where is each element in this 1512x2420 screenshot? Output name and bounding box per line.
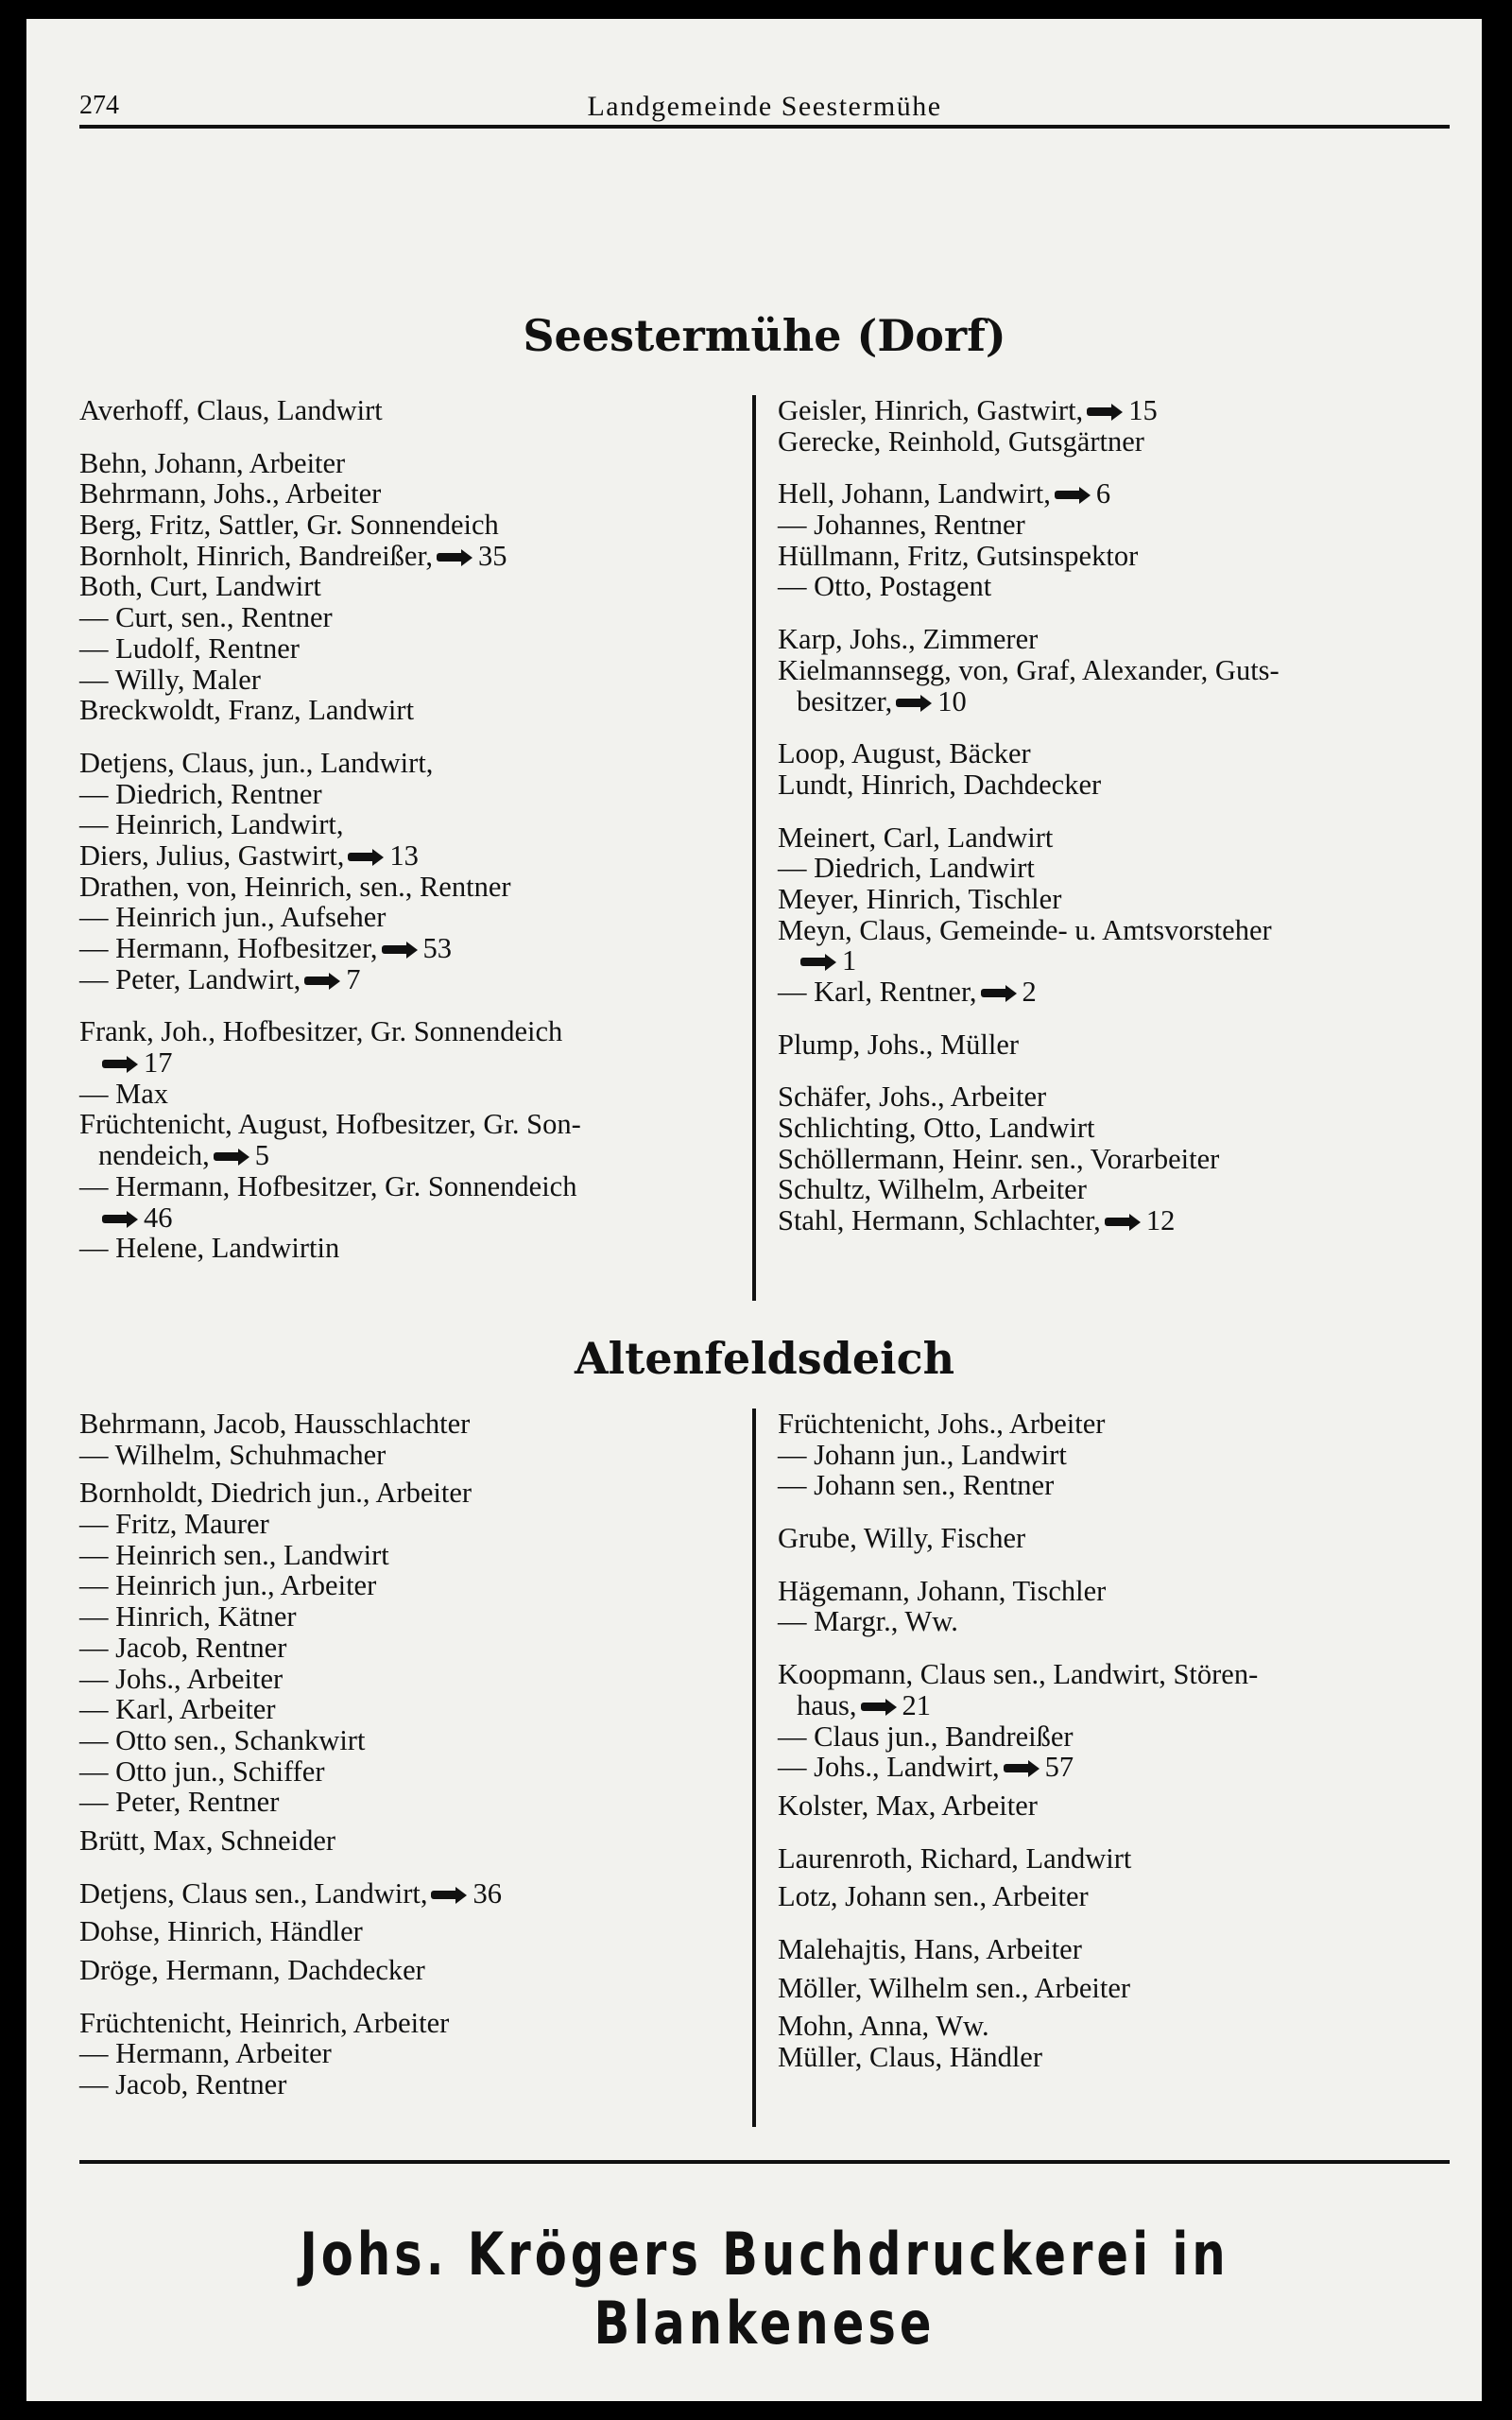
entry-text: — Karl, Arbeiter: [79, 1693, 276, 1726]
directory-entry: [778, 1881, 1458, 1912]
directory-entry: [79, 395, 750, 426]
entry-text: Kolster, Max, Arbeiter: [778, 1789, 1038, 1822]
directory-entry: [79, 2008, 750, 2039]
directory-entry: [778, 1144, 1458, 1175]
entry-text: Früchtenicht, Heinrich, Arbeiter: [79, 2006, 450, 2039]
entry-spacer: [79, 994, 750, 1016]
entry-text: — Helene, Landwirtin: [79, 1232, 340, 1265]
directory-entry: [778, 1690, 1458, 1721]
entry-text: Dohse, Hinrich, Händler: [79, 1915, 363, 1948]
directory-entry: [778, 655, 1458, 686]
directory-entry: [79, 541, 750, 572]
entry-text: — Hermann, Hofbesitzer, Gr. Sonnendeich: [79, 1169, 577, 1202]
directory-entry: [79, 1694, 750, 1725]
directory-entry: [79, 1016, 750, 1047]
entry-text: Loop, August, Bäcker: [778, 737, 1031, 770]
running-title: Landgemeinde Seestermühe: [587, 91, 942, 122]
directory-entry: [778, 1843, 1458, 1875]
telephone-number: 5: [254, 1139, 269, 1172]
telephone-hand-icon: [861, 1698, 897, 1717]
entry-text: Both, Curt, Landwirt: [79, 570, 321, 603]
telephone-hand-icon: [348, 848, 384, 867]
directory-entry: [778, 1081, 1458, 1113]
telephone-hand-icon: [1004, 1759, 1040, 1778]
entry-text: — Max: [79, 1077, 169, 1110]
telephone-hand-icon: [437, 548, 472, 567]
directory-entry: [778, 1606, 1458, 1637]
directory-entry: [79, 478, 750, 510]
entry-text: Behrmann, Jacob, Hausschlachter: [79, 1408, 471, 1440]
telephone-hand-icon: [102, 1055, 138, 1074]
directory-entry: [778, 624, 1458, 655]
telephone-hand-icon: [800, 953, 836, 972]
directory-entry: [778, 1752, 1458, 1783]
entry-spacer: [778, 1501, 1458, 1523]
telephone-number: 7: [346, 962, 361, 995]
entry-text: Breckwoldt, Franz, Landwirt: [79, 694, 415, 727]
telephone-hand-icon: [981, 984, 1017, 1003]
directory-entry: [79, 1079, 750, 1110]
entry-text: — Jacob, Rentner: [79, 1631, 287, 1664]
entry-text: — Willy, Maler: [79, 663, 261, 696]
directory-entry: [778, 915, 1458, 946]
entry-text: Hägemann, Johann, Tischler: [778, 1574, 1107, 1607]
entry-text: Karp, Johs., Zimmerer: [778, 623, 1039, 656]
entry-text: Schultz, Wilhelm, Arbeiter: [778, 1173, 1087, 1206]
entry-spacer: [778, 602, 1458, 624]
directory-entry: [79, 1633, 750, 1664]
entry-text: Schöllermann, Heinr. sen., Vorarbeiter: [778, 1142, 1220, 1175]
directory-entry: [79, 902, 750, 933]
directory-entry: [79, 1664, 750, 1695]
entry-text: Bornholt, Hinrich, Bandreißer,: [79, 539, 434, 572]
entry-text: — Johannes, Rentner: [778, 509, 1025, 542]
directory-entry: [778, 1973, 1458, 2004]
directory-entry: [778, 1934, 1458, 1965]
directory-entry: [79, 1916, 750, 1947]
entry-spacer: [778, 1912, 1458, 1934]
directory-entry: [79, 840, 750, 872]
directory-entry: [79, 1409, 750, 1440]
entry-text: — Margr., Ww.: [778, 1605, 958, 1638]
telephone-hand-icon: [1087, 403, 1123, 422]
entry-spacer: [778, 1637, 1458, 1659]
altenfeldsdeich-left-column: [79, 1409, 750, 2100]
directory-entry: [79, 872, 750, 903]
directory-entry: [778, 1470, 1458, 1501]
telephone-number: 13: [389, 838, 419, 872]
entry-text: Möller, Wilhelm sen., Arbeiter: [778, 1971, 1131, 2004]
telephone-number: 10: [937, 684, 967, 717]
entry-text: Detjens, Claus, jun., Landwirt,: [79, 746, 434, 779]
entry-text: Detjens, Claus sen., Landwirt,: [79, 1876, 428, 1910]
seestermuehe-right-column: [778, 395, 1458, 1236]
directory-entry: [778, 769, 1458, 801]
directory-entry: [778, 1576, 1458, 1607]
directory-entry: [79, 2069, 750, 2100]
telephone-number: 53: [422, 932, 453, 964]
entry-text: Früchtenicht, August, Hofbesitzer, Gr. Son-: [79, 1108, 581, 1141]
telephone-number: 36: [472, 1876, 502, 1910]
entry-text: Müller, Claus, Händler: [778, 2041, 1042, 2073]
entry-text: Lotz, Johann sen., Arbeiter: [778, 1880, 1089, 1913]
directory-entry: [79, 602, 750, 633]
entry-spacer: [79, 726, 750, 748]
telephone-hand-icon: [382, 941, 418, 959]
column-divider: [752, 1409, 756, 2127]
header-rule: [79, 125, 1450, 129]
entry-spacer: [778, 801, 1458, 822]
entry-text: Früchtenicht, Johs., Arbeiter: [778, 1408, 1106, 1440]
directory-entry: [778, 541, 1458, 572]
directory-entry: [778, 945, 1458, 977]
entry-text: besitzer,: [797, 684, 893, 717]
entry-text: Plump, Johs., Müller: [778, 1028, 1020, 1061]
entry-text: — Heinrich, Landwirt,: [79, 808, 344, 841]
directory-entry: [79, 1233, 750, 1264]
entry-text: Kielmannsegg, von, Graf, Alexander, Guts-: [778, 653, 1280, 686]
seestermuehe-left-column: [79, 395, 750, 1264]
directory-entry: [79, 1202, 750, 1234]
directory-entry: [778, 738, 1458, 769]
entry-text: Geisler, Hinrich, Gastwirt,: [778, 394, 1084, 426]
directory-entry: [79, 1440, 750, 1471]
directory-entry: [778, 977, 1458, 1008]
directory-entry: [778, 1790, 1458, 1822]
directory-entry: [778, 1721, 1458, 1753]
entry-spacer: [778, 1008, 1458, 1029]
entry-text: — Hermann, Hofbesitzer,: [79, 932, 378, 964]
telephone-hand-icon: [431, 1886, 467, 1905]
entry-text: — Heinrich sen., Landwirt: [79, 1538, 389, 1571]
directory-entry: [79, 1509, 750, 1540]
entry-text: Grube, Willy, Fischer: [778, 1522, 1026, 1555]
directory-entry: [79, 1756, 750, 1788]
directory-entry: [79, 448, 750, 479]
entry-text: — Otto jun., Schiffer: [79, 1754, 325, 1788]
directory-entry: [778, 571, 1458, 602]
directory-entry: [778, 853, 1458, 884]
column-divider: [752, 395, 756, 1301]
entry-text: — Hermann, Arbeiter: [79, 2037, 332, 2070]
directory-entry: [778, 1205, 1458, 1236]
telephone-hand-icon: [304, 972, 340, 991]
entry-text: — Diedrich, Rentner: [79, 777, 322, 810]
directory-entry: [778, 686, 1458, 717]
entry-text: Meinert, Carl, Landwirt: [778, 821, 1054, 854]
telephone-number: 35: [478, 539, 507, 572]
directory-entry: [79, 1171, 750, 1202]
entry-text: Schlichting, Otto, Landwirt: [778, 1112, 1095, 1145]
entry-text: Mohn, Anna, Ww.: [778, 2010, 989, 2043]
entry-text: Hüllmann, Fritz, Gutsinspektor: [778, 539, 1139, 572]
entry-text: Schäfer, Johs., Arbeiter: [778, 1080, 1047, 1114]
telephone-hand-icon: [1055, 486, 1091, 505]
entry-spacer: [778, 1822, 1458, 1843]
entry-text: Diers, Julius, Gastwirt,: [79, 838, 345, 872]
entry-text: Koopmann, Claus sen., Landwirt, Stören-: [778, 1658, 1259, 1691]
telephone-number: 46: [144, 1201, 173, 1234]
entry-text: Gerecke, Reinhold, Gutsgärtner: [778, 424, 1144, 458]
directory-entry: [778, 1440, 1458, 1471]
entry-text: — Karl, Rentner,: [778, 976, 977, 1008]
directory-entry: [778, 884, 1458, 915]
directory-entry: [79, 1878, 750, 1910]
footer-rule: [79, 2160, 1450, 2164]
entry-text: Stahl, Hermann, Schlachter,: [778, 1204, 1101, 1237]
entry-text: Frank, Joh., Hofbesitzer, Gr. Sonnendeich: [79, 1015, 563, 1048]
telephone-hand-icon: [1105, 1213, 1141, 1232]
directory-entry: [79, 1570, 750, 1601]
entry-spacer: [778, 1060, 1458, 1081]
directory-entry: [79, 2038, 750, 2069]
entry-text: Laurenroth, Richard, Landwirt: [778, 1841, 1132, 1875]
directory-entry: [79, 1955, 750, 1986]
entry-text: — Claus jun., Bandreißer: [778, 1720, 1074, 1753]
entry-spacer: [79, 1986, 750, 2008]
telephone-number: 6: [1095, 477, 1111, 510]
entry-text: Meyn, Claus, Gemeinde- u. Amtsvorsteher: [778, 913, 1272, 946]
telephone-number: 1: [842, 944, 857, 977]
directory-entry: [778, 1409, 1458, 1440]
directory-entry: [79, 779, 750, 810]
directory-page: [26, 19, 1482, 2401]
telephone-hand-icon: [896, 694, 932, 713]
entry-text: — Peter, Landwirt,: [79, 962, 301, 995]
directory-entry: [778, 395, 1458, 426]
entry-text: Dröge, Hermann, Dachdecker: [79, 1954, 425, 1986]
directory-entry: [778, 2011, 1458, 2042]
entry-spacer: [778, 1554, 1458, 1576]
directory-entry: [79, 695, 750, 726]
telephone-hand-icon: [102, 1210, 138, 1229]
directory-entry: [79, 964, 750, 995]
entry-text: Berg, Fritz, Sattler, Gr. Sonnendeich: [79, 509, 499, 542]
entry-text: — Curt, sen., Rentner: [79, 601, 333, 634]
directory-entry: [79, 1540, 750, 1571]
running-head: [79, 74, 1450, 130]
entry-text: Bornholdt, Diedrich jun., Arbeiter: [79, 1477, 472, 1510]
directory-entry: [778, 1659, 1458, 1690]
directory-entry: [79, 510, 750, 541]
entry-text: Drathen, von, Heinrich, sen., Rentner: [79, 870, 511, 903]
directory-entry: [79, 1601, 750, 1633]
directory-entry: [778, 1523, 1458, 1554]
printer-imprint: Johs. Krögers Buchdruckerei in Blankenese: [300, 2220, 1229, 2358]
telephone-number: 12: [1145, 1204, 1176, 1237]
entry-text: — Peter, Rentner: [79, 1786, 280, 1819]
entry-text: Averhoff, Claus, Landwirt: [79, 394, 383, 426]
entry-spacer: [79, 1857, 750, 1878]
entry-text: — Ludolf, Rentner: [79, 631, 300, 665]
directory-entry: [79, 809, 750, 840]
entry-text: — Heinrich jun., Arbeiter: [79, 1569, 377, 1602]
entry-text: — Wilhelm, Schuhmacher: [79, 1438, 387, 1471]
directory-entry: [79, 1140, 750, 1171]
entry-text: — Jacob, Rentner: [79, 2068, 287, 2101]
directory-entry: [778, 1174, 1458, 1205]
telephone-number: 15: [1128, 394, 1158, 426]
directory-entry: [79, 933, 750, 964]
directory-entry: [778, 478, 1458, 510]
directory-entry: [79, 748, 750, 779]
entry-text: — Hinrich, Kätner: [79, 1600, 297, 1634]
directory-entry: [79, 665, 750, 696]
altenfeldsdeich-right-column: [778, 1409, 1458, 2073]
entry-text: Brütt, Max, Schneider: [79, 1824, 336, 1857]
entry-text: Behrmann, Johs., Arbeiter: [79, 477, 382, 510]
directory-entry: [778, 426, 1458, 458]
entry-text: haus,: [797, 1688, 857, 1721]
directory-entry: [79, 1825, 750, 1857]
directory-entry: [778, 2042, 1458, 2073]
telephone-number: 57: [1044, 1751, 1074, 1784]
directory-entry: [79, 1478, 750, 1509]
entry-text: Hell, Johann, Landwirt,: [778, 477, 1051, 510]
telephone-number: 2: [1022, 976, 1037, 1008]
entry-text: — Johann sen., Rentner: [778, 1469, 1055, 1502]
directory-entry: [79, 1109, 750, 1140]
entry-text: Behn, Johann, Arbeiter: [79, 446, 346, 479]
telephone-number: 21: [902, 1688, 932, 1721]
directory-entry: [79, 1725, 750, 1756]
directory-entry: [79, 633, 750, 665]
entry-spacer: [778, 717, 1458, 738]
directory-entry: [778, 1029, 1458, 1061]
entry-spacer: [79, 426, 750, 448]
entry-text: Lundt, Hinrich, Dachdecker: [778, 768, 1102, 801]
directory-entry: [79, 1787, 750, 1818]
entry-text: — Diedrich, Landwirt: [778, 852, 1035, 885]
entry-spacer: [778, 457, 1458, 478]
entry-text: — Johs., Arbeiter: [79, 1662, 284, 1695]
directory-entry: [778, 1113, 1458, 1144]
directory-entry: [79, 1047, 750, 1079]
entry-text: — Heinrich jun., Aufseher: [79, 901, 387, 934]
entry-text: Meyer, Hinrich, Tischler: [778, 882, 1062, 915]
page-number: 274: [79, 91, 119, 120]
section-title-seestermuehe: Seestermühe (Dorf): [523, 310, 1006, 361]
entry-text: Malehajtis, Hans, Arbeiter: [778, 1932, 1082, 1965]
entry-text: — Fritz, Maurer: [79, 1508, 269, 1541]
telephone-hand-icon: [214, 1148, 249, 1167]
directory-entry: [778, 822, 1458, 854]
directory-entry: [778, 510, 1458, 541]
directory-entry: [79, 571, 750, 602]
telephone-number: 17: [144, 1046, 173, 1080]
entry-text: — Otto sen., Schankwirt: [79, 1723, 366, 1756]
entry-text: — Johs., Landwirt,: [778, 1751, 1000, 1784]
entry-text: — Otto, Postagent: [778, 570, 992, 603]
entry-text: nendeich,: [98, 1139, 210, 1172]
section-title-altenfeldsdeich: Altenfeldsdeich: [574, 1333, 955, 1384]
entry-text: — Johann jun., Landwirt: [778, 1438, 1067, 1471]
